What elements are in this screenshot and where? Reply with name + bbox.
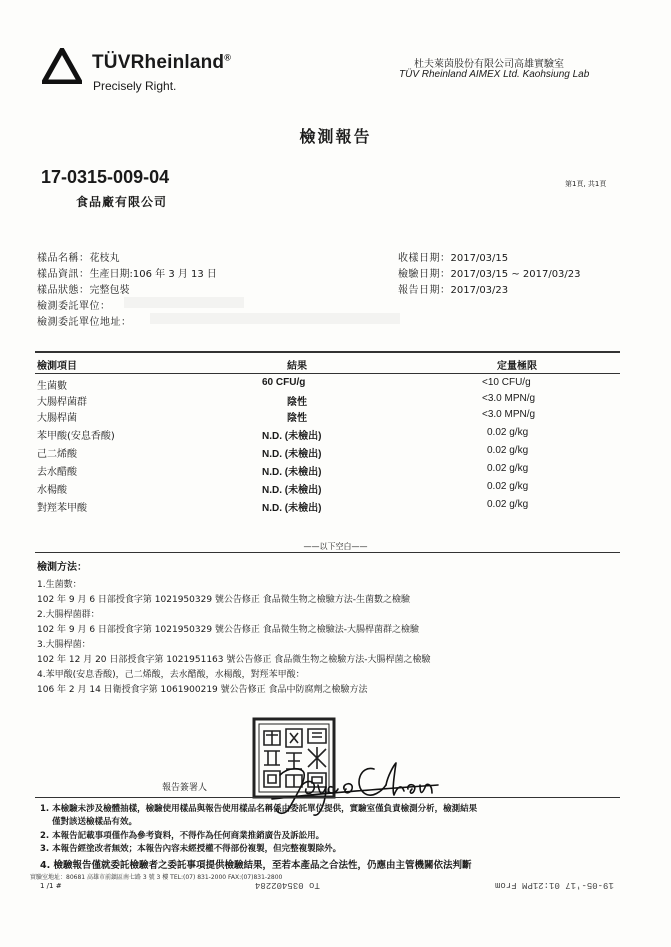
table-row: 大腸桿菌群 陰性 <3.0 MPN/g <box>37 393 536 408</box>
tuv-logo-triangle-icon <box>42 48 82 84</box>
tagline: Precisely Right. <box>93 79 177 93</box>
sample-info-row: 樣品資訊：生產日期:106 年 3 月 13 日 <box>37 269 217 280</box>
table-row: 去水醋酸 N.D. (未檢出) 0.02 g/kg <box>37 463 529 478</box>
table-row: 生菌數 60 CFU/g <10 CFU/g <box>37 377 531 392</box>
redacted-address <box>150 313 400 324</box>
notes-top-rule <box>35 797 620 798</box>
note-4: 4. 檢驗報告僅就委託檢驗者之委託事項提供檢驗結果，至若本產品之合法性，仍應由主管機關依法判斷 <box>40 860 472 871</box>
method-line: 4.苯甲酸(安息香酸)，己二烯酸，去水醋酸，水楊酸，對羥苯甲酸： <box>37 670 305 680</box>
method-line: 1.生菌數： <box>37 580 82 590</box>
table-row: 苯甲酸(安息香酸) N.D. (未檢出) 0.02 g/kg <box>37 427 529 442</box>
table-header-rule <box>35 373 620 374</box>
note-1: 1. 本檢驗未涉及檢體抽樣，檢驗使用樣品與報告使用樣品名稱係由委託單位提供，實驗室僅負責檢測分析，檢測結果 <box>40 804 478 814</box>
page-indicator: 第1頁, 共1頁 <box>565 180 607 188</box>
note-3: 3. 本報告經塗改者無效；本報告內容未經授權不得部份複製，但完整複製除外。 <box>40 844 342 854</box>
method-line: 102 年 9 月 6 日部授食字第 1021950329 號公告修正 食品微生物之檢驗法-大腸桿菌群之檢驗 <box>37 625 420 635</box>
method-line: 102 年 12 月 20 日部授食字第 1021951163 號公告修正 食品微生物之檢驗方法-大腸桿菌之檢驗 <box>37 655 431 665</box>
table-row: 大腸桿菌 陰性 <3.0 MPN/g <box>37 409 536 424</box>
test-date-row: 檢驗日期：2017/03/15 ~ 2017/03/23 <box>398 269 581 280</box>
note-1-continued: 僅對該送檢樣品有效。 <box>52 817 138 827</box>
table-row: 水楊酸 N.D. (未檢出) 0.02 g/kg <box>37 481 529 496</box>
table-top-rule <box>35 351 620 353</box>
note-2: 2. 本報告記載事項僅作為參考資料，不得作為任何商業推銷廣告及訴訟用。 <box>40 831 325 841</box>
document-title: 檢測報告 <box>299 127 372 146</box>
method-line: 2.大腸桿菌群： <box>37 610 100 620</box>
lab-address-footer: 實驗室地址：80681 高雄市前鎮區南七路 3 號 3 樓 TEL:(07) 831-2000 FAX:(07)831-2800 <box>30 874 283 881</box>
fax-header-left: To 035402284 <box>255 880 320 890</box>
lab-name-en: TÜV Rheinland AIMEX Ltd. Kaohsiung Lab <box>399 69 590 80</box>
method-line: 102 年 9 月 6 日部授食字第 1021950329 號公告修正 食品微生物之檢驗方法-生菌數之檢驗 <box>37 595 411 605</box>
method-line: 106 年 2 月 14 日衛授食字第 1061900219 號公告修正 食品中防腐劑之檢驗方法 <box>37 685 368 695</box>
table-row: 己二烯酸 N.D. (未檢出) 0.02 g/kg <box>37 445 529 460</box>
sample-name-row: 樣品名稱：花枝丸 <box>37 253 120 264</box>
redacted-client <box>124 297 244 308</box>
page-mark: 1 /1 # <box>40 882 62 890</box>
sample-state-row: 樣品狀態：完整包裝 <box>37 285 130 296</box>
signer-label: 報告簽署人 <box>162 783 208 793</box>
client-row: 檢測委託單位： <box>37 301 111 312</box>
fax-header-right: 19-05-'17 01:21PM From <box>495 880 614 890</box>
received-date-row: 收樣日期：2017/03/15 <box>398 253 509 264</box>
company-name: 食品廠有限公司 <box>76 195 168 209</box>
report-date-row: 報告日期：2017/03/23 <box>398 285 509 296</box>
client-address-row: 檢測委託單位地址： <box>37 317 132 328</box>
methods-title: 檢測方法： <box>37 562 87 573</box>
end-of-table-mark: ——以下空白—— <box>303 542 368 551</box>
table-row: 對羥苯甲酸 N.D. (未檢出) 0.02 g/kg <box>37 499 529 514</box>
table-header: 檢測項目 結果 定量極限 <box>37 361 537 372</box>
methods-top-rule <box>35 552 620 553</box>
lab-name-cn: 杜夫萊茵股份有限公司高雄實驗室 <box>414 59 564 70</box>
report-number: 17-0315-009-04 <box>41 167 170 187</box>
method-line: 3.大腸桿菌： <box>37 640 91 650</box>
brand-name: TÜVRheinland® <box>92 52 232 73</box>
